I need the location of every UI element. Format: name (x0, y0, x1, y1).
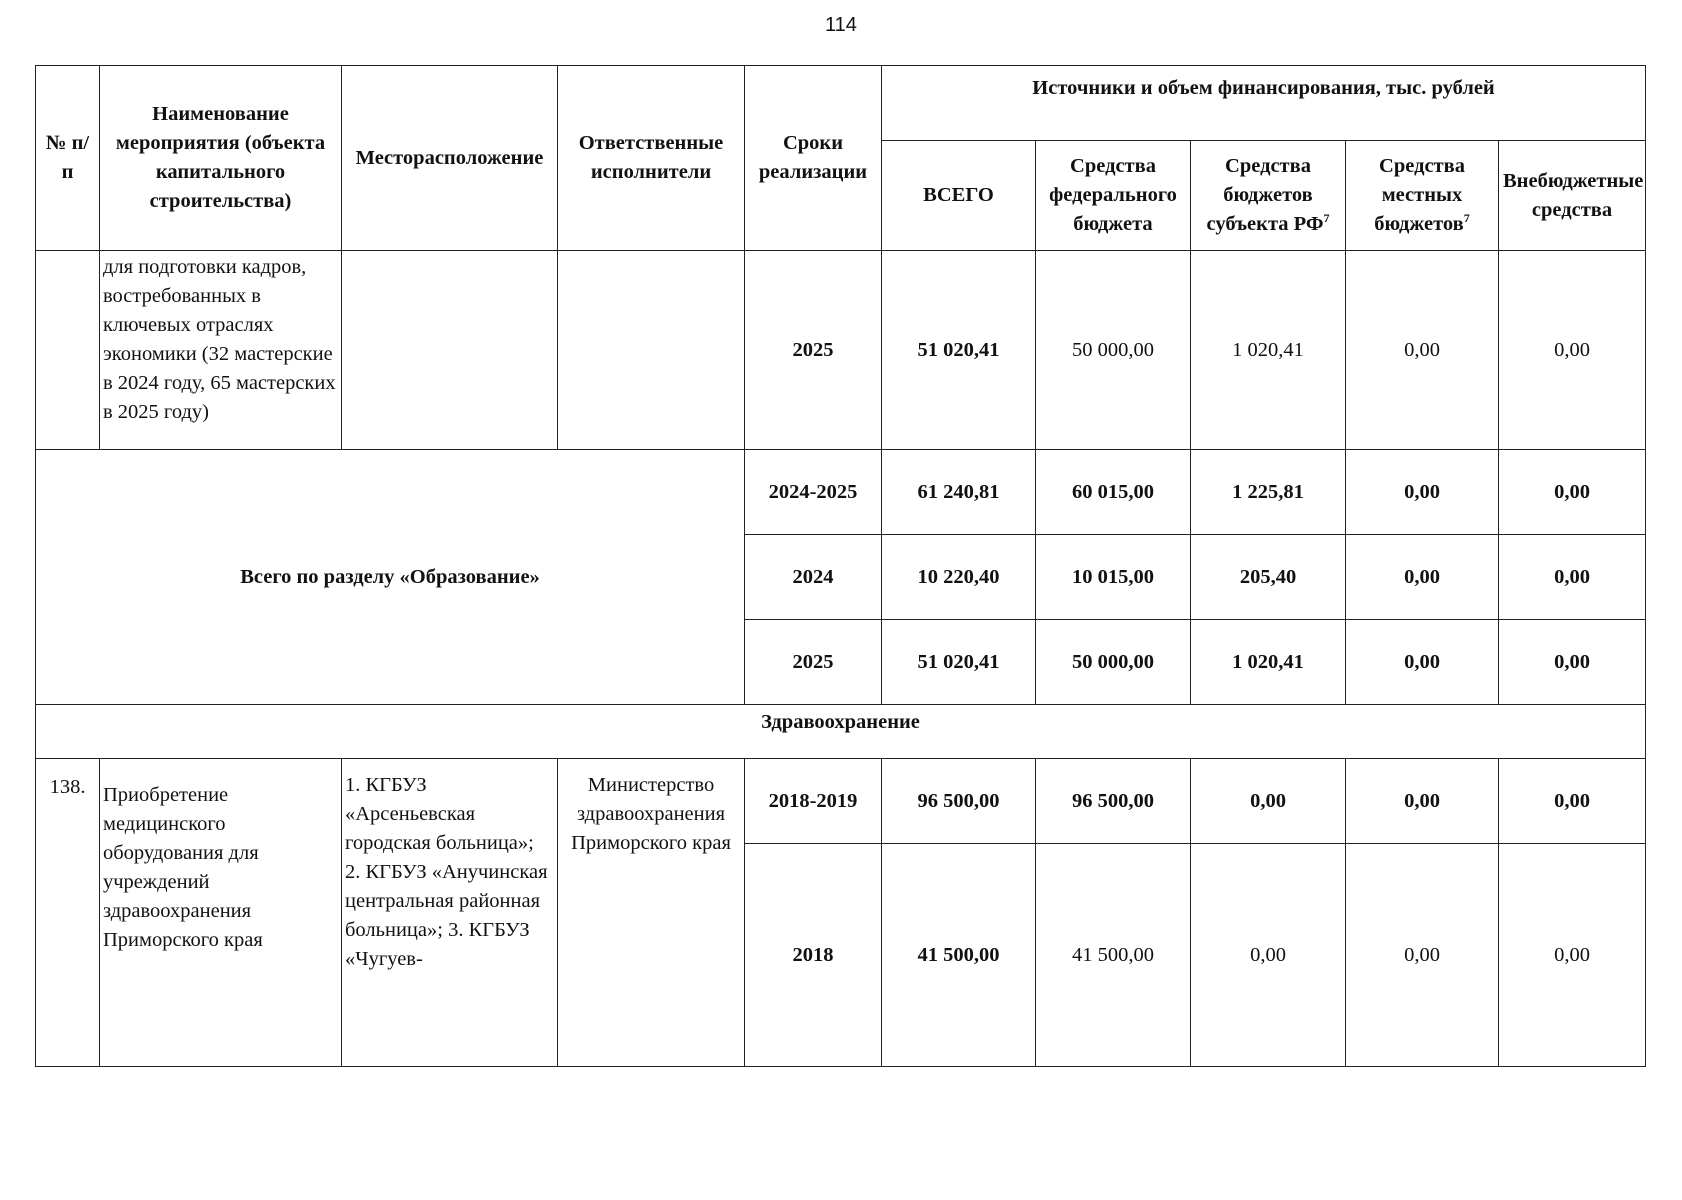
cell-local: 0,00 (1346, 251, 1499, 450)
header-name: Наименование мероприятия (объекта капитального строительства) (100, 66, 342, 251)
cell-local: 0,00 (1346, 844, 1499, 1067)
cell-period: 2018-2019 (745, 759, 882, 844)
cell-responsible (558, 251, 745, 450)
cell-location: 1. КГБУЗ «Арсеньевская городская больница»; 2. КГБУЗ «Анучинская центральная районная больница»; 3. КГБУЗ «Чугуев- (342, 759, 558, 1067)
cell-period: 2018 (745, 844, 882, 1067)
header-responsible: Ответственные исполнители (558, 66, 745, 251)
cell-total: 51 020,41 (882, 620, 1036, 705)
cell-federal: 60 015,00 (1036, 450, 1191, 535)
header-funding-group: Источники и объем финансирования, тыс. рублей (882, 66, 1646, 141)
header-subject (1191, 141, 1346, 251)
header-location: Месторасположение (342, 66, 558, 251)
cell-subject: 0,00 (1191, 759, 1346, 844)
cell-num: 138. (36, 759, 100, 1067)
cell-extra: 0,00 (1499, 450, 1646, 535)
cell-period: 2025 (745, 620, 882, 705)
header-total: ВСЕГО (882, 141, 1036, 251)
header-num: № п/п (36, 66, 100, 251)
cell-subject: 1 020,41 (1191, 251, 1346, 450)
table-header-row (36, 66, 1646, 141)
cell-subject: 0,00 (1191, 844, 1346, 1067)
cell-period: 2024-2025 (745, 450, 882, 535)
cell-extra: 0,00 (1499, 251, 1646, 450)
cell-total: 96 500,00 (882, 759, 1036, 844)
cell-subject: 1 020,41 (1191, 620, 1346, 705)
financing-table (35, 65, 1646, 1067)
cell-total: 41 500,00 (882, 844, 1036, 1067)
cell-local: 0,00 (1346, 450, 1499, 535)
cell-total: 61 240,81 (882, 450, 1036, 535)
table-row (36, 759, 1646, 844)
table-row (36, 450, 1646, 535)
cell-responsible: Министерство здравоохранения Приморского края (558, 759, 745, 1067)
cell-federal: 10 015,00 (1036, 535, 1191, 620)
cell-extra: 0,00 (1499, 759, 1646, 844)
cell-federal: 50 000,00 (1036, 620, 1191, 705)
cell-local: 0,00 (1346, 620, 1499, 705)
cell-local: 0,00 (1346, 759, 1499, 844)
cell-extra: 0,00 (1499, 844, 1646, 1067)
cell-location (342, 251, 558, 450)
cell-subject: 205,40 (1191, 535, 1346, 620)
cell-period: 2025 (745, 251, 882, 450)
cell-name: для подготовки кадров, востребованных в ключевых отраслях экономики (32 мастерские в 2024 году, 65 мастерских в 2025 году) (100, 251, 342, 450)
cell-federal: 41 500,00 (1036, 844, 1191, 1067)
cell-num (36, 251, 100, 450)
header-extra: Внебюджетные средства (1499, 141, 1646, 251)
header-subject-footnote: 7 (1323, 211, 1330, 226)
header-federal: Средства федерального бюджета (1036, 141, 1191, 251)
header-local-footnote: 7 (1463, 211, 1470, 226)
cell-extra: 0,00 (1499, 620, 1646, 705)
cell-federal: 50 000,00 (1036, 251, 1191, 450)
cell-period: 2024 (745, 535, 882, 620)
header-subject-text: Средства бюджетов субъекта РФ (1206, 155, 1324, 235)
cell-federal: 96 500,00 (1036, 759, 1191, 844)
section-heading-row (36, 705, 1646, 759)
cell-total: 51 020,41 (882, 251, 1036, 450)
header-period: Сроки реализации (745, 66, 882, 251)
cell-subject: 1 225,81 (1191, 450, 1346, 535)
section-heading: Здравоохранение (36, 705, 1646, 759)
cell-extra: 0,00 (1499, 535, 1646, 620)
table-row (36, 251, 1646, 450)
cell-total: 10 220,40 (882, 535, 1036, 620)
section-total-label: Всего по разделу «Образование» (36, 450, 745, 705)
header-local-text: Средства местных бюджетов (1374, 155, 1465, 235)
header-local (1346, 141, 1499, 251)
page-number: 114 (825, 14, 857, 36)
cell-local: 0,00 (1346, 535, 1499, 620)
cell-name: Приобретение медицинского оборудования для учреждений здравоохранения Приморского края (100, 759, 342, 1067)
